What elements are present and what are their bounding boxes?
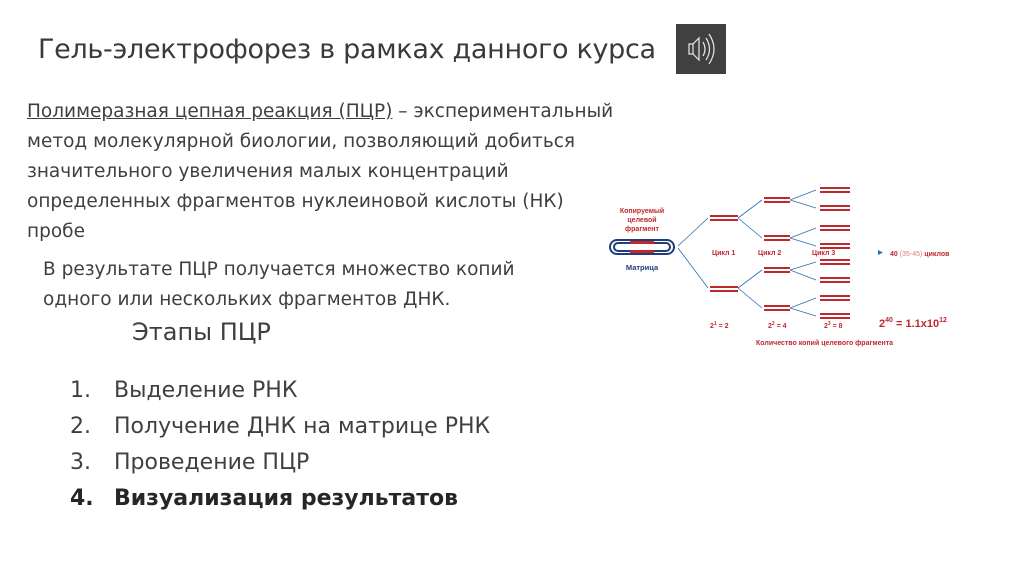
speaker-icon xyxy=(676,24,726,74)
stages-heading: Этапы ПЦР xyxy=(132,318,271,346)
stage-item xyxy=(70,481,490,517)
stage-label: Получение ДНК на матрице РНК xyxy=(114,414,491,439)
audio-button[interactable] xyxy=(676,24,726,74)
cycles-total: 40 (35-45) циклов xyxy=(890,251,950,258)
definition-text: экспериментальный метод молекулярной биологии, позволяющий добиться значительного увеличения малых концентраций определенных фрагментов нуклеиновой кислоты (НК) пробе xyxy=(27,101,614,242)
pcr-term: Полимеразная цепная реакция (ПЦР) xyxy=(27,101,393,122)
cycle3-label: Цикл 3 xyxy=(812,250,836,257)
pcr-result-text: В результате ПЦР получается множество копий одного или нескольких фрагментов ДНК. xyxy=(43,259,515,310)
matrix-strand xyxy=(610,240,674,254)
stage-label: Визуализация результатов xyxy=(114,486,459,511)
matrix-label: Матрица xyxy=(625,263,659,272)
cycle2-label: Цикл 2 xyxy=(758,250,782,257)
count-total: $2^{40} = 1.1x10^{12}$ xyxy=(879,317,947,330)
count-cycle1: $2^1 = 2$ xyxy=(710,321,729,330)
pcr-diagram xyxy=(596,180,996,355)
fragment-label-line3: фрагмент xyxy=(625,226,659,233)
stages-list xyxy=(70,373,490,517)
stage-label: Выделение РНК xyxy=(114,378,298,403)
stage-number: 2. xyxy=(70,414,91,439)
fragment-label-line1: Копируемый xyxy=(619,208,665,215)
stage-item xyxy=(70,373,490,409)
count-cycle2: $2^2 = 4$ xyxy=(768,321,787,330)
slide-title: Гель-электрофорез в рамках данного курса xyxy=(38,34,656,65)
stage-item xyxy=(70,445,490,481)
count-cycle3: $2^3 = 8$ xyxy=(824,321,843,330)
stage-number: 4. xyxy=(70,486,94,511)
cycle1-label: Цикл 1 xyxy=(712,250,736,257)
stage-label: Проведение ПЦР xyxy=(114,450,310,475)
arrowhead-icon xyxy=(878,250,883,255)
stage-number: 3. xyxy=(70,450,91,475)
stage-item xyxy=(70,409,490,445)
definition-dash: – xyxy=(392,101,408,122)
cycle-arrows xyxy=(678,190,816,316)
copies-caption: Количество копий целевого фрагмента xyxy=(756,340,894,347)
stage-number: 1. xyxy=(70,378,91,403)
pcr-definition xyxy=(27,97,617,247)
fragment-label-line2: целевой xyxy=(627,217,657,224)
